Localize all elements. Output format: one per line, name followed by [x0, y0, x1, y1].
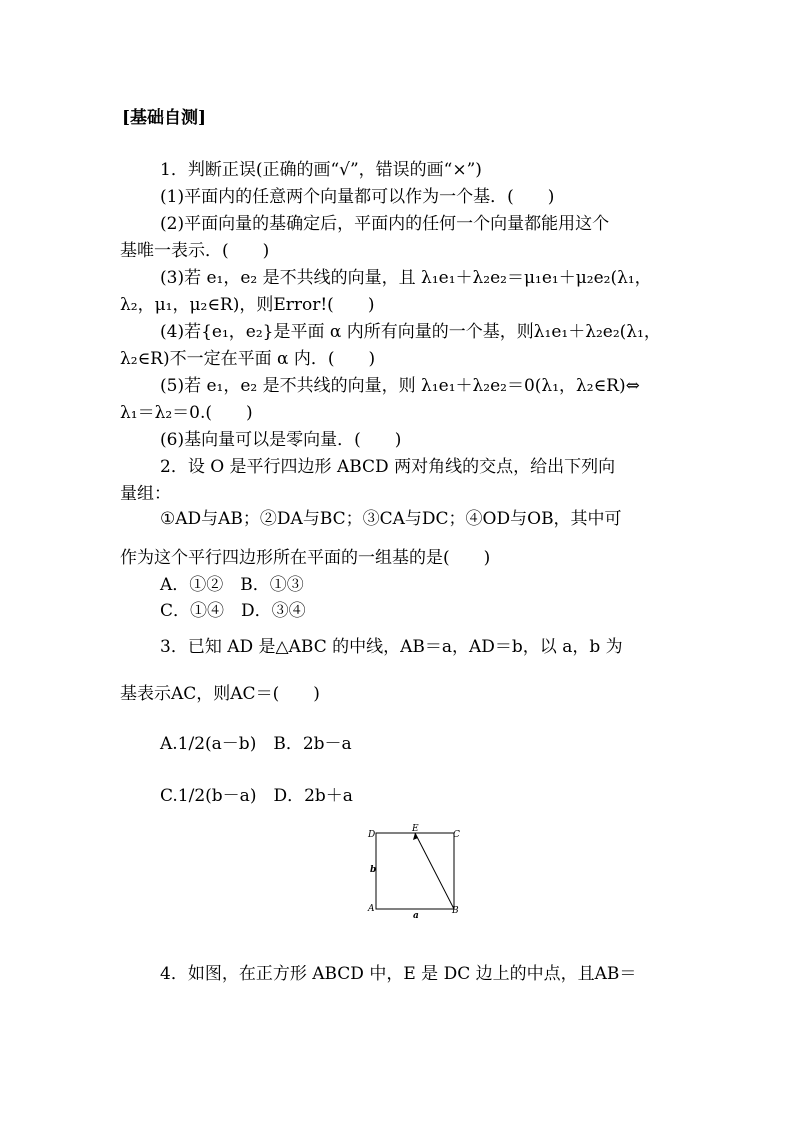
section-heading: [基础自测] [122, 108, 207, 128]
label-c: C [453, 830, 460, 840]
q2-options-ab: A．①② B．①③ [160, 575, 304, 595]
q1-item-1: (1)平面内的任意两个向量都可以作为一个基．( ) [160, 187, 555, 207]
q2-stem-line1: 2．设 O 是平行四边形 ABCD 两对角线的交点，给出下列向 [160, 457, 616, 477]
q3-stem-line1: 3．已知 AD 是△ABC 的中线，AB＝a，AD＝b，以 a，b 为 [160, 637, 623, 657]
q1-stem: 1．判断正误(正确的画“√”，错误的画“×”) [160, 160, 482, 180]
label-a-vector: a [413, 911, 419, 919]
label-e: E [412, 824, 419, 834]
q1-item-2-line2: 基唯一表示．( ) [120, 241, 270, 261]
label-d: D [368, 830, 376, 840]
q2-options-cd: C．①④ D．③④ [160, 601, 306, 621]
q1-item-6: (6)基向量可以是零向量．( ) [160, 430, 402, 450]
q3-options-cd: C.1/2(b－a) D．2b＋a [160, 786, 353, 806]
q1-item-3-line1: (3)若 e₁，e₂ 是不共线的向量，且 λ₁e₁＋λ₂e₂＝μ₁e₁＋μ₂e₂(λ₁， [160, 268, 652, 288]
q1-item-2-line1: (2)平面向量的基确定后，平面内的任何一个向量都能用这个 [160, 214, 610, 234]
label-b: B [452, 906, 459, 916]
segment-be [415, 833, 454, 909]
q2-stem-line3: 作为这个平行四边形所在平面的一组基的是( ) [120, 548, 491, 568]
q1-item-5-line2: λ₁＝λ₂＝0.( ) [120, 403, 253, 423]
square-abcd [376, 833, 454, 909]
q3-stem-line2: 基表示AC，则AC＝( ) [120, 684, 320, 704]
q1-item-3-line2: λ₂，μ₁，μ₂∈R)，则Error!( ) [120, 295, 375, 315]
label-b-vector: b [370, 865, 377, 875]
q1-item-4-line1: (4)若{e₁，e₂}是平面 α 内所有向量的一个基，则λ₁e₁＋λ₂e₂(λ₁， [160, 322, 661, 342]
square-figure [364, 823, 468, 919]
q1-item-4-line2: λ₂∈R)不一定在平面 α 内．( ) [120, 349, 376, 369]
q2-vector-groups: ①AD与AB；②DA与BC；③CA与DC；④OD与OB，其中可 [160, 509, 622, 529]
q4-stem: 4．如图，在正方形 ABCD 中，E 是 DC 边上的中点，且AB＝ [160, 964, 637, 984]
q2-stem-line2: 量组： [120, 484, 171, 504]
q3-options-ab: A.1/2(a－b) B．2b－a [160, 734, 352, 754]
label-a: A [368, 904, 375, 914]
q1-item-5-line1: (5)若 e₁，e₂ 是不共线的向量，则 λ₁e₁＋λ₂e₂＝0(λ₁，λ₂∈R)⇔ [160, 376, 640, 396]
